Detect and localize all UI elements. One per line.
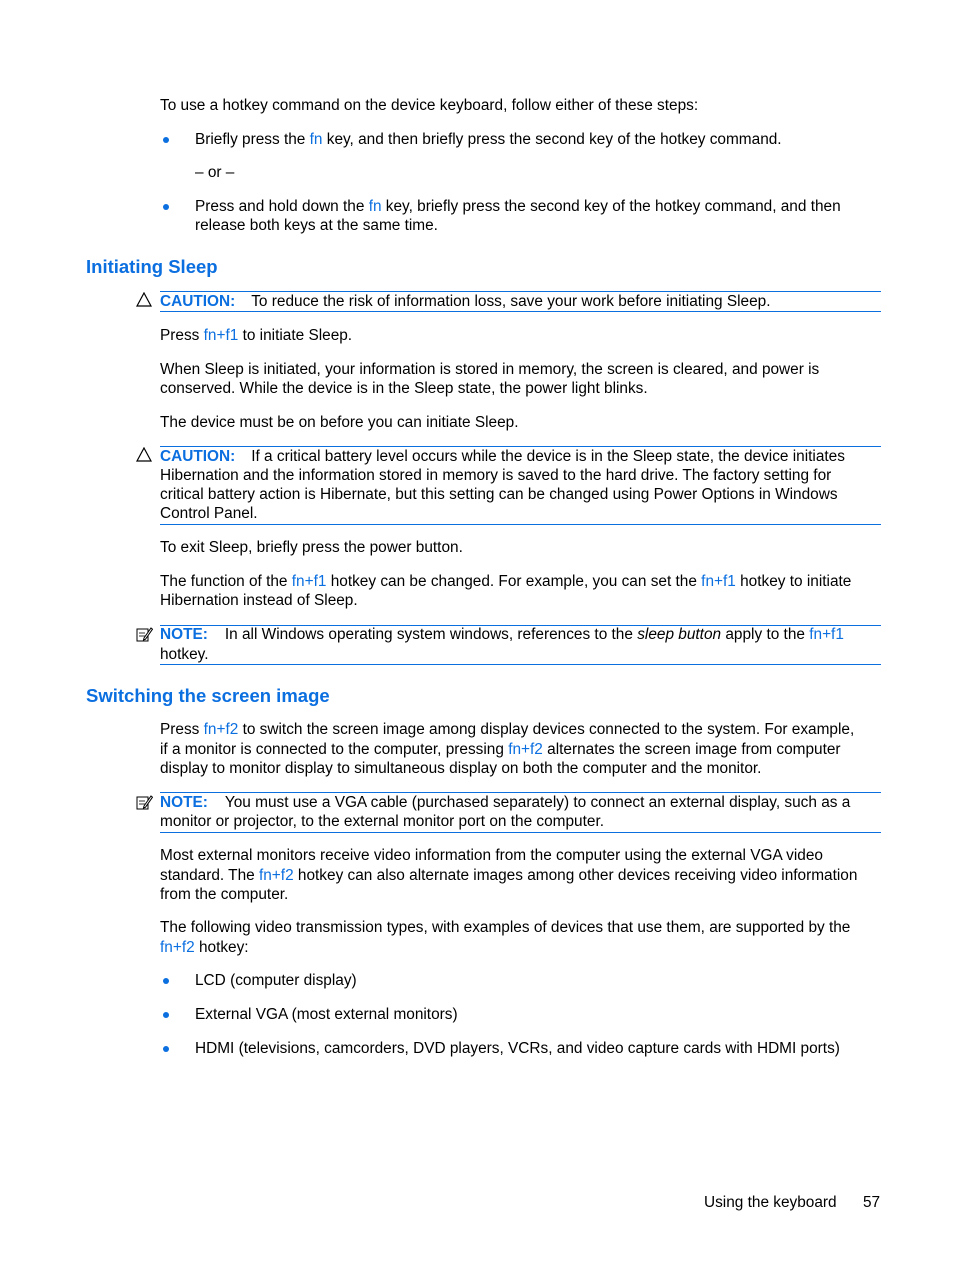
step-2-line-2: release both keys at the same time.	[195, 217, 438, 234]
switch-para-line-1: Press fn+f2 to switch the screen image among display devices connected to the system. For example,	[160, 721, 855, 738]
caution-2-line-1: CAUTION: If a critical battery level occurs while the device is in the Sleep state, the device initiates	[160, 448, 845, 465]
note-2-line-1: NOTE: You must use a VGA cable (purchased separately) to connect an external display, such as a	[160, 794, 851, 811]
function-para-line-1: The function of the fn+f1 hotkey can be changed. For example, you can set the fn+f1 hotkey to initiate	[160, 573, 852, 590]
caution-bottom-rule	[160, 311, 881, 312]
step-2: Press and hold down the fn key, briefly press the second key of the hotkey command, and then	[195, 198, 841, 215]
function-para-line-2: Hibernation instead of Sleep.	[160, 592, 358, 609]
caution-2-line-2: Hibernation and the information stored in memory is saved to the hard drive. The factory setting for	[160, 467, 832, 484]
types-para-line-1: The following video transmission types, with examples of devices that use them, are supported by the	[160, 919, 851, 936]
note-2-line-2: monitor or projector, to the external monitor port on the computer.	[160, 813, 604, 830]
caution-bottom-rule	[160, 524, 881, 525]
bullet-icon	[163, 1046, 169, 1052]
exit-sleep-text: To exit Sleep, briefly press the power button.	[160, 539, 463, 556]
note-1-line-2: hotkey.	[160, 646, 209, 663]
sleep-para-line-2: conserved. While the device is in the Sleep state, the power light blinks.	[160, 380, 648, 397]
sleep-para-2: The device must be on before you can initiate Sleep.	[160, 414, 519, 431]
bullet-icon	[163, 137, 169, 143]
list-item: LCD (computer display)	[195, 972, 357, 989]
page-number: 57	[863, 1194, 881, 1211]
vga-para-line-2: standard. The fn+f2 hotkey can also alternate images among other devices receiving video information	[160, 867, 858, 884]
list-item: External VGA (most external monitors)	[195, 1006, 458, 1023]
vga-para-line-3: from the computer.	[160, 886, 289, 903]
caution-2-line-3: critical battery action is Hibernate, but this setting can be changed using Power Options in Windows	[160, 486, 838, 503]
heading-switching-screen-image: Switching the screen image	[86, 685, 330, 706]
press-fn-f1: Press fn+f1 to initiate Sleep.	[160, 327, 353, 344]
note-pencil-icon	[136, 626, 153, 643]
caution-triangle-icon	[136, 447, 152, 462]
footer-title: Using the keyboard	[704, 1194, 837, 1211]
bullet-icon	[163, 978, 169, 984]
list-item: HDMI (televisions, camcorders, DVD players, VCRs, and video capture cards with HDMI ports)	[195, 1040, 840, 1057]
step-1: Briefly press the fn key, and then briefly press the second key of the hotkey command.	[195, 131, 782, 148]
caution-2-line-4: Control Panel.	[160, 505, 258, 522]
note-pencil-icon	[136, 794, 153, 811]
vga-para-line-1: Most external monitors receive video information from the computer using the external VGA video	[160, 847, 823, 864]
caution-triangle-icon	[136, 292, 152, 307]
switch-para-line-3: display to monitor display to simultaneous display on both the computer and the monitor.	[160, 760, 762, 777]
bullet-icon	[163, 1012, 169, 1018]
types-para-line-2: fn+f2 hotkey:	[160, 939, 249, 956]
heading-initiating-sleep: Initiating Sleep	[86, 256, 218, 277]
switch-para-line-2: if a monitor is connected to the computer, pressing fn+f2 alternates the screen image from computer	[160, 741, 841, 758]
note-bottom-rule	[160, 664, 881, 665]
bullet-icon	[163, 204, 169, 210]
or-separator: – or –	[195, 164, 235, 181]
intro-text: To use a hotkey command on the device keyboard, follow either of these steps:	[160, 97, 699, 114]
caution-1: CAUTION: To reduce the risk of information loss, save your work before initiating Sleep.	[160, 293, 771, 310]
sleep-para-line-1: When Sleep is initiated, your information is stored in memory, the screen is cleared, and power is	[160, 361, 820, 378]
note-1-line-1: NOTE: In all Windows operating system windows, references to the sleep button apply to the fn+f1	[160, 626, 844, 643]
note-bottom-rule	[160, 832, 881, 833]
